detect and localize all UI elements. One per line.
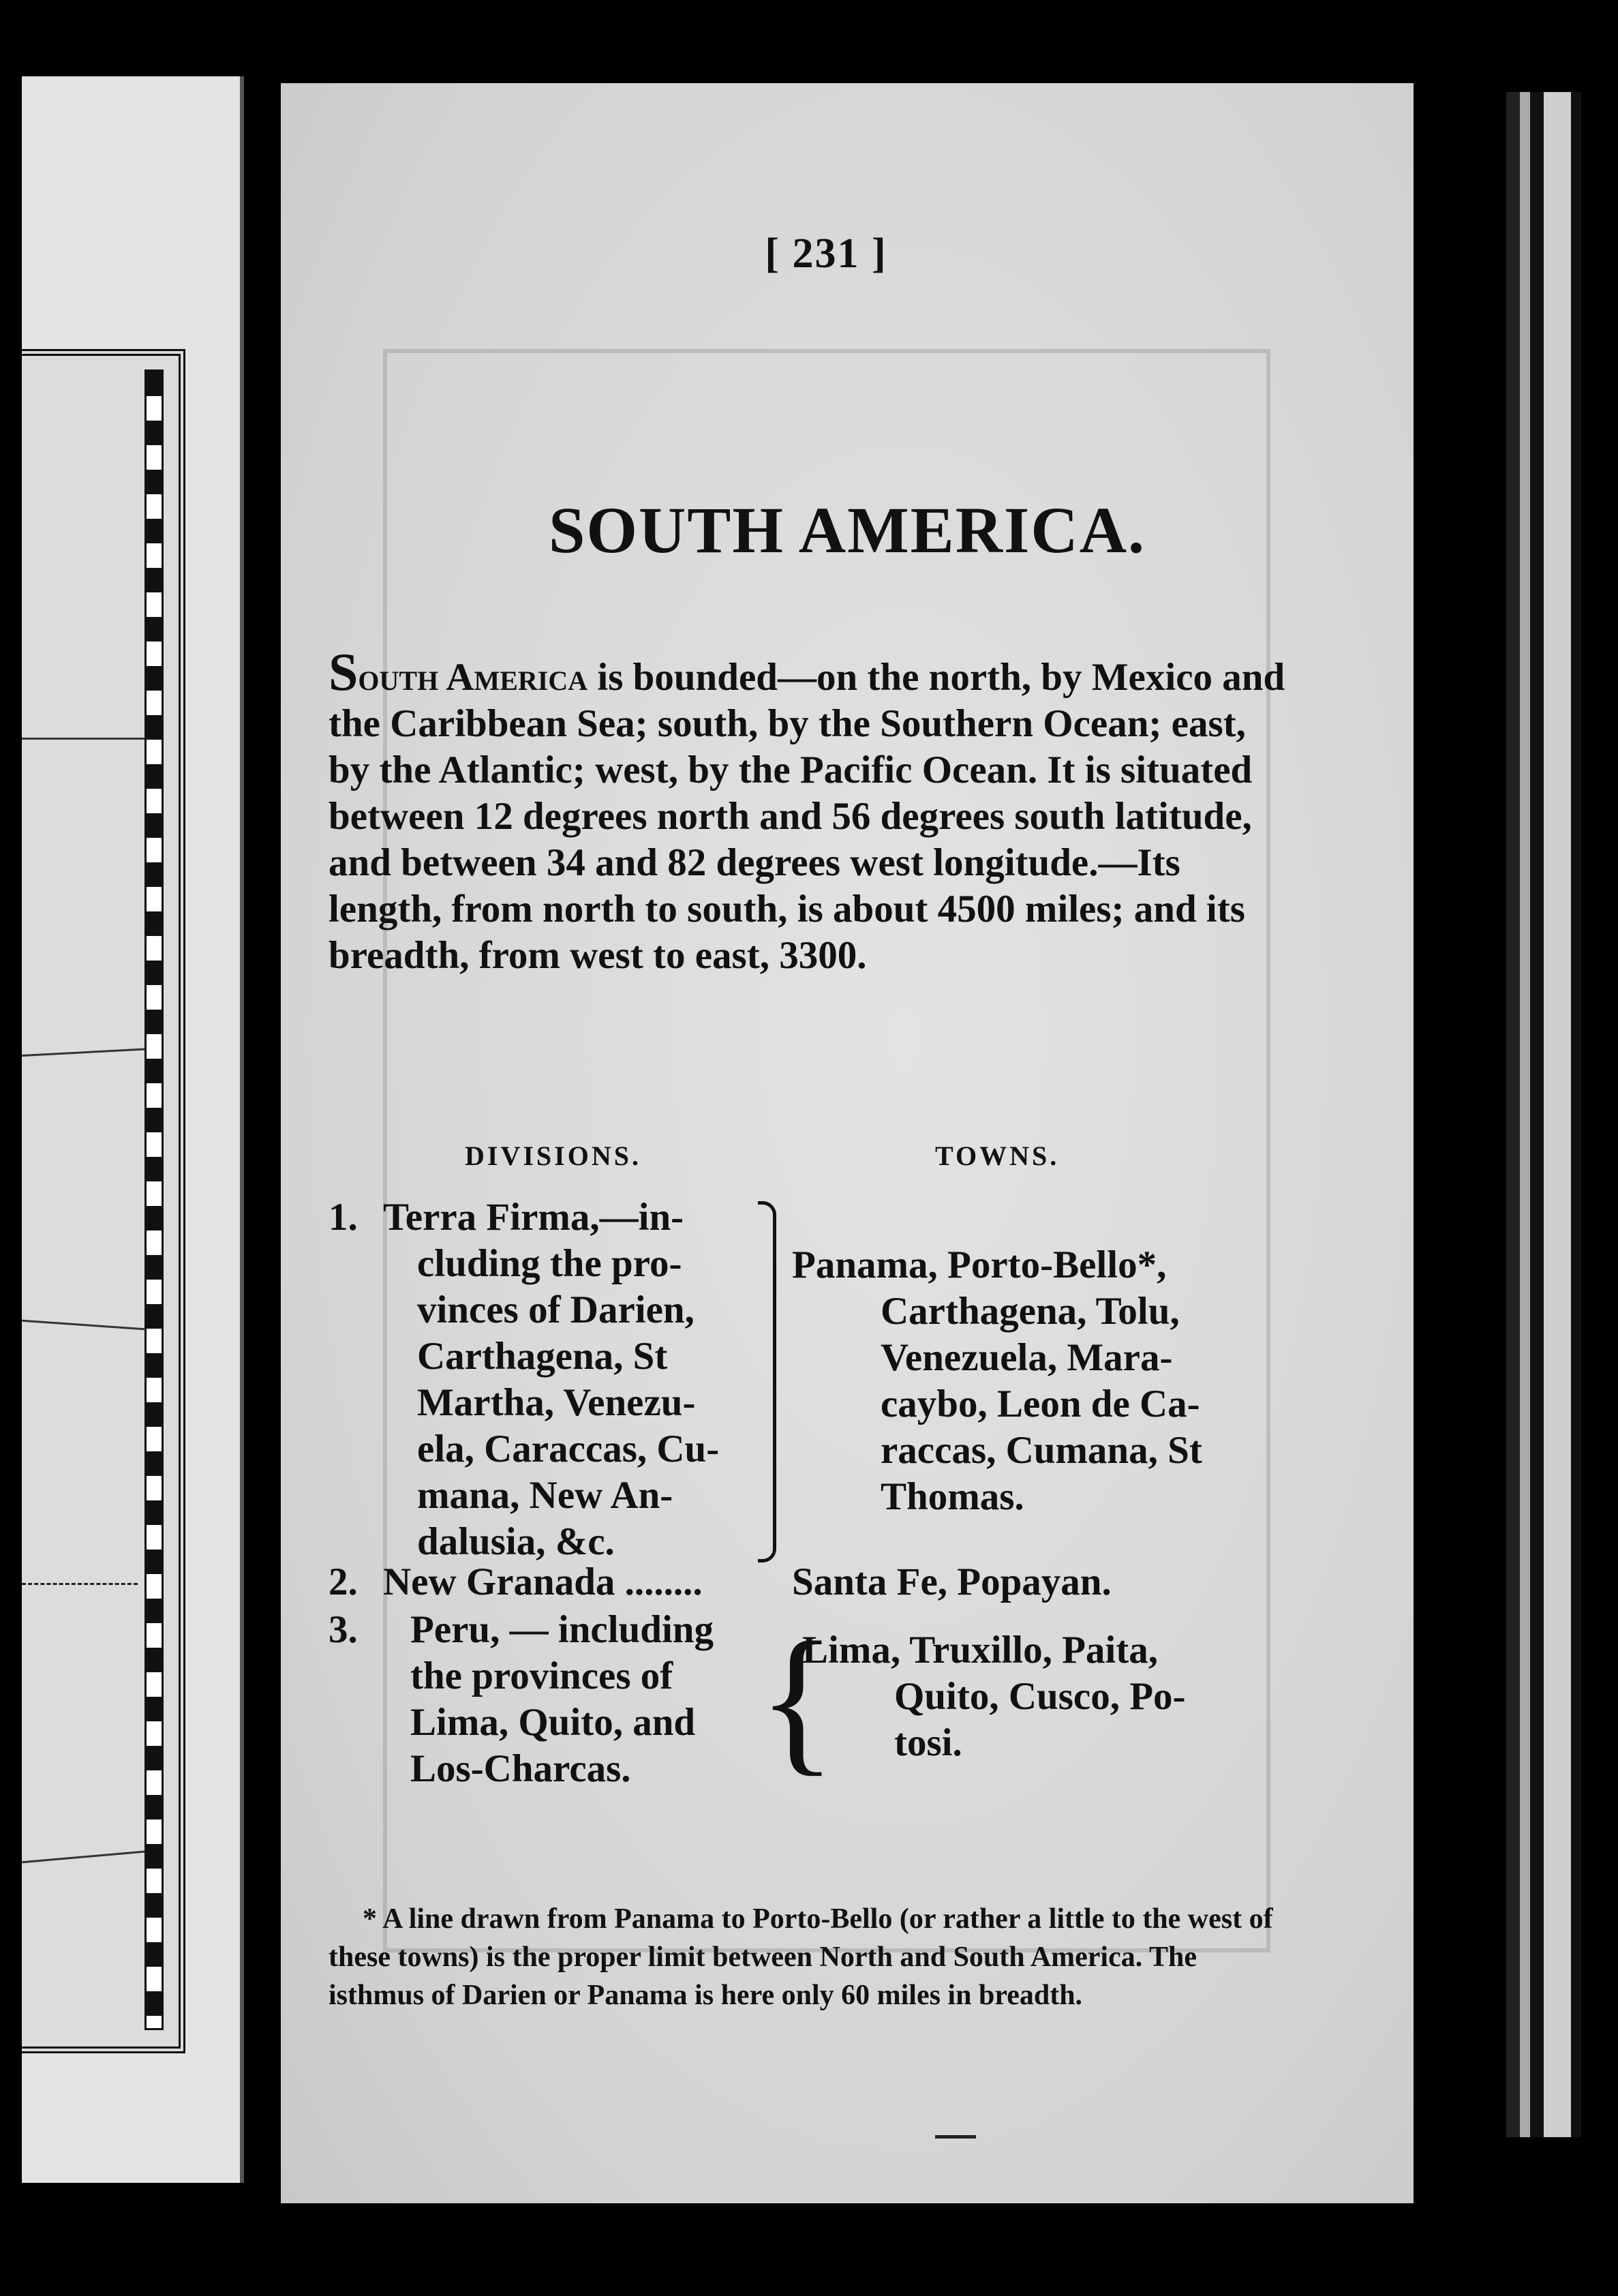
towns-1-line: Venezuela, Mara-	[881, 1336, 1173, 1379]
page-dash-mark	[935, 2135, 976, 2139]
towns-1-line: Carthagena, Tolu,	[881, 1290, 1180, 1333]
towns-1-line: Thomas.	[881, 1475, 1024, 1518]
division-3-brace: {	[758, 1608, 837, 1789]
intro-dropcap: S	[329, 642, 358, 701]
division-name-1	[383, 1194, 719, 1565]
division-3-line: Peru, — including	[410, 1608, 714, 1651]
division-1-line: vinces of Darien,	[417, 1288, 694, 1331]
towns-1-line: raccas, Cumana, St	[881, 1429, 1202, 1472]
intro-lead: outh America	[358, 656, 588, 699]
page-title: SOUTH AMERICA.	[548, 494, 1146, 567]
divisions-header: DIVISIONS.	[465, 1141, 641, 1171]
division-3-line: Los-Charcas.	[410, 1747, 631, 1790]
towns-1	[792, 1242, 1202, 1520]
towns-1-line: caybo, Leon de Ca-	[881, 1383, 1200, 1425]
towns-3-line: Quito, Cusco, Po-	[894, 1675, 1186, 1718]
book-page	[281, 83, 1414, 2203]
division-1-line: dalusia, &c.	[417, 1520, 615, 1563]
towns-3-line: Lima, Truxillo, Paita,	[802, 1629, 1158, 1672]
towns-2: Santa Fe, Popayan.	[792, 1560, 1112, 1603]
page-number: [ 231 ]	[765, 230, 887, 277]
footnote: * A line drawn from Panama to Porto-Bello (or rather a little to the west of these towns) is the proper limit between North and South America. The isthmus of Darien or Panama is here only 60 miles in breadth.	[329, 1903, 1273, 2011]
division-name-2: New Granada ........	[383, 1560, 703, 1603]
division-3-line: the provinces of	[410, 1655, 673, 1697]
division-number-2: 2.	[329, 1560, 358, 1603]
division-1-line: mana, New An-	[417, 1474, 673, 1517]
division-1-line: cluding the pro-	[417, 1242, 682, 1285]
division-name-3	[383, 1607, 714, 1792]
division-1-line: ela, Caraccas, Cu-	[417, 1428, 720, 1470]
division-1-line: Carthagena, St	[417, 1335, 668, 1378]
left-page-edge	[22, 76, 244, 2183]
map-fragment	[22, 349, 185, 2053]
division-3-line: Lima, Quito, and	[410, 1701, 696, 1744]
division-number-1: 1.	[329, 1196, 358, 1239]
towns-3-line: tosi.	[894, 1721, 962, 1764]
intro-paragraph	[329, 642, 1289, 979]
towns-3	[802, 1627, 1186, 1766]
division-1-line: Martha, Venezu-	[417, 1381, 696, 1424]
towns-header: TOWNS.	[935, 1141, 1060, 1171]
division-number-3: 3.	[329, 1608, 358, 1651]
towns-1-line: Panama, Porto-Bello*,	[792, 1243, 1167, 1286]
intro-text: is bounded—on the north, by Mexico and the Caribbean Sea; south, by the Southern Ocean; east, by the Atlantic; west, by the Pacific Ocean. It is situated between 12 degrees north and 56 degrees south latitude, and between 34 and 82 degrees west longitude.—Its length, from north to south, is about 4500 miles; and its breadth, from west to east, 3300.	[329, 656, 1285, 977]
map-border-scale	[144, 369, 164, 2030]
division-1-brace	[758, 1201, 776, 1562]
division-1-line: Terra Firma,—in-	[383, 1196, 684, 1239]
right-page-edge	[1506, 92, 1581, 2137]
